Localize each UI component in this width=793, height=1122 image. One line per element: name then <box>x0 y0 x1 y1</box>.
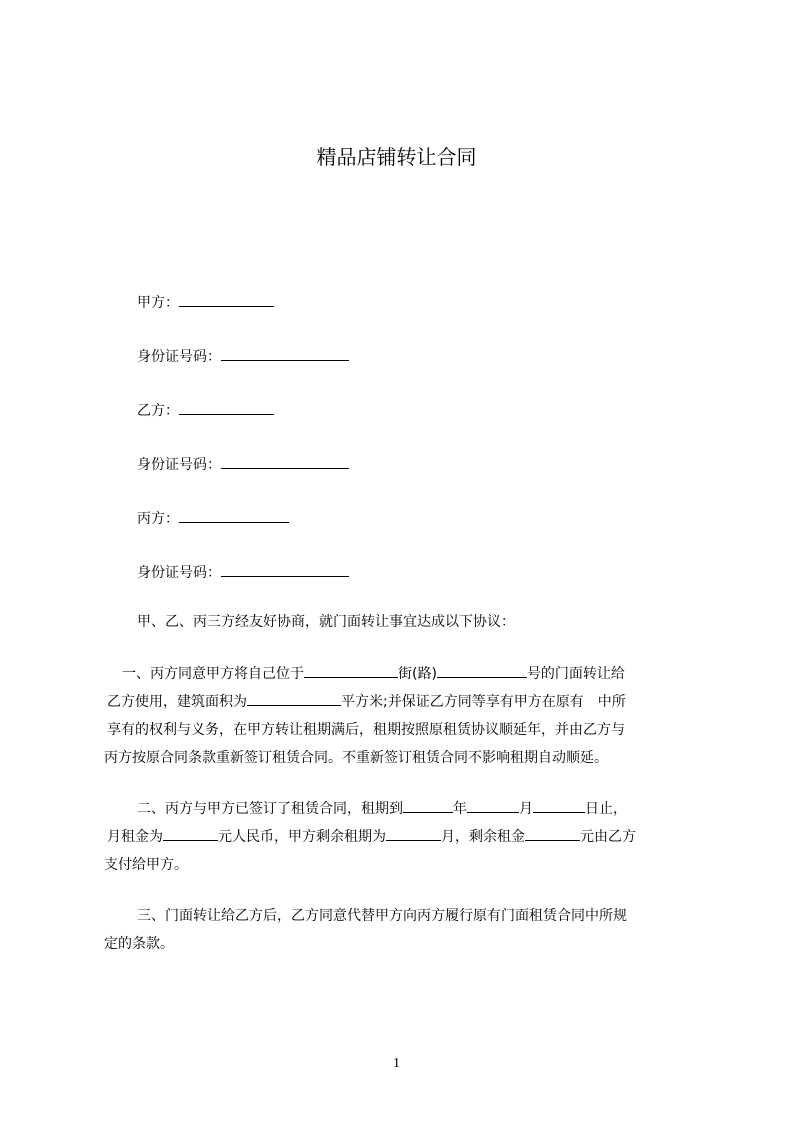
blank-area <box>247 690 341 706</box>
clause-1-text: 街(路) <box>398 666 437 682</box>
party-c-id-blank <box>221 562 349 577</box>
clause-3-line-2: 定的条款。 <box>104 936 174 952</box>
party-c-id-label: 身份证号码： <box>137 565 221 581</box>
clause-2-text: 月 <box>519 801 533 817</box>
party-c-field <box>137 508 289 528</box>
clause-2-line-1 <box>104 795 704 823</box>
clause-2-text: 日止， <box>585 801 627 817</box>
clause-1-text: 一、丙方同意甲方将自己位于 <box>122 666 304 682</box>
clause-1-text: 乙方使用，建筑面积为 <box>107 694 247 710</box>
clause-2-text: 月租金为 <box>107 829 163 845</box>
clause-1-line-3: 享有的权利与义务，在甲方转让租期满后，租期按照原租赁协议顺延年，并由乙方与 <box>107 722 625 738</box>
blank-remaining-term <box>386 825 441 841</box>
clause-3 <box>104 902 704 958</box>
blank-location <box>304 662 398 678</box>
blank-remaining-rent <box>525 825 580 841</box>
clause-2-text: 月，剩余租金 <box>441 829 525 845</box>
clause-2-text: 年 <box>453 801 467 817</box>
blank-number <box>437 662 527 678</box>
party-a-id-blank <box>221 346 349 361</box>
clause-1 <box>104 660 704 772</box>
party-a-label: 甲方： <box>137 295 179 311</box>
clause-2 <box>104 795 704 879</box>
clause-2-text: 二、丙方与甲方已签订了租赁合同，租期到 <box>137 801 403 817</box>
clause-2-line-2 <box>104 823 704 851</box>
intro-paragraph: 甲、乙、丙三方经友好协商，就门面转让事宜达成以下协议： <box>137 614 515 630</box>
page-number: 1 <box>393 1056 400 1071</box>
party-b-label: 乙方： <box>137 403 179 419</box>
clause-2-text: 元由乙方 <box>580 829 636 845</box>
clause-1-line-4: 丙方按原合同条款重新签订租赁合同。不重新签订租赁合同不影响租期自动顺延。 <box>104 750 608 766</box>
party-b-field <box>137 400 274 420</box>
clause-1-line-2 <box>104 688 704 716</box>
party-b-id-label: 身份证号码： <box>137 457 221 473</box>
party-b-id-field <box>137 454 349 474</box>
party-a-blank <box>179 292 274 307</box>
party-c-label: 丙方： <box>137 511 179 527</box>
blank-year <box>403 797 453 813</box>
blank-month <box>467 797 519 813</box>
party-c-blank <box>179 508 289 523</box>
document-title: 精品店铺转让合同 <box>316 145 477 169</box>
party-a-field <box>137 292 274 312</box>
clause-1-text: 号的门面转让给 <box>526 666 625 682</box>
party-a-id-label: 身份证号码： <box>137 349 221 365</box>
clause-1-line-1 <box>104 660 704 688</box>
blank-day <box>533 797 585 813</box>
clause-2-text: 元人民币，甲方剩余租期为 <box>218 829 386 845</box>
clause-1-text: 平方米;并保证乙方同等享有甲方在原有 中所 <box>341 694 626 710</box>
party-b-blank <box>179 400 274 415</box>
party-a-id-field <box>137 346 349 366</box>
blank-monthly-rent <box>163 825 218 841</box>
party-c-id-field <box>137 562 349 582</box>
clause-2-line-3: 支付给甲方。 <box>104 857 188 873</box>
party-b-id-blank <box>221 454 349 469</box>
clause-3-line-1: 三、门面转让给乙方后，乙方同意代替甲方向丙方履行原有门面租赁合同中所规 <box>137 908 627 924</box>
